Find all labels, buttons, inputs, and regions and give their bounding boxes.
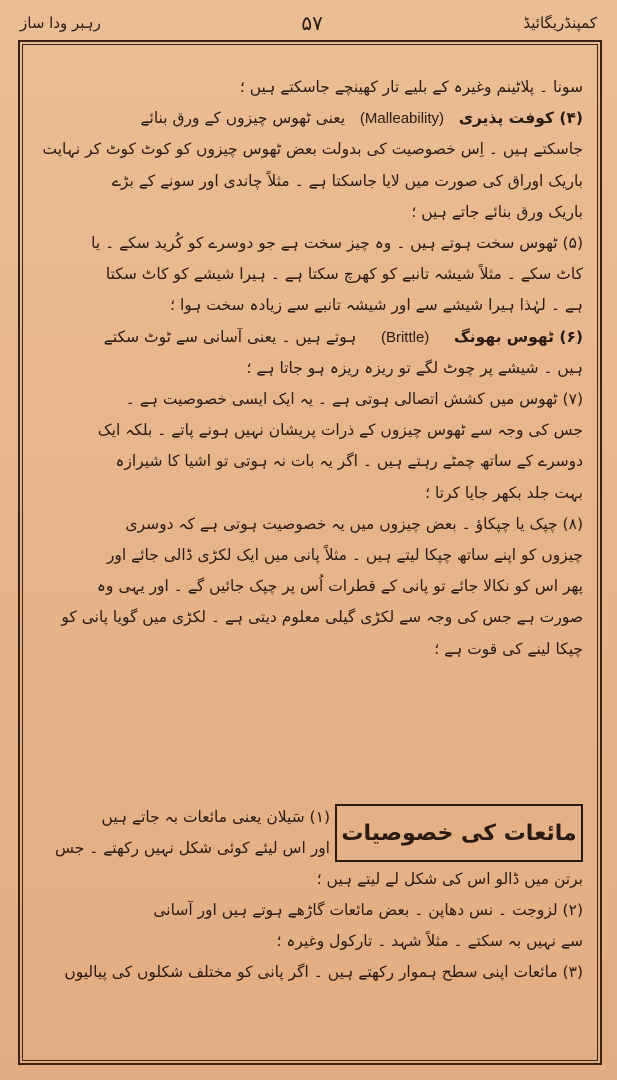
text-line: جاسکتے ہیں ۔ اِس خصوصیت کی بدولت بعض ٹھوس چیزوں کو کوٹ کوٹ کر نہایت xyxy=(42,140,583,159)
text-line: باریک اوراق کی صورت میں لایا جاسکتا ہے ۔ مثلاً چاندی اور سونے کے بڑے xyxy=(111,171,583,190)
numbered-heading: (۶) ٹھوس بھونگ xyxy=(453,327,583,346)
body-text xyxy=(38,72,583,665)
text-line: (۲) لزوجت ۔ نس دھاپن ۔ بعض مائعات گاڑھے ہوتے ہیں اور آسانی xyxy=(153,901,583,919)
english-term: (Malleability) xyxy=(359,110,445,128)
text-line: سے نہیں بہ سکتے ۔ مثلاً شہد ۔ تارکول وغیرہ ؛ xyxy=(276,932,583,950)
text-line: چپکا لینے کی قوت ہے ؛ xyxy=(434,639,583,658)
liquids-section xyxy=(38,802,583,988)
text-line: اور اس لیئے کوئی شکل نہیں رکھتے ۔ جس xyxy=(54,839,330,857)
english-term: (Brittle) xyxy=(380,328,430,346)
text-line xyxy=(38,322,583,353)
text-line xyxy=(38,103,583,134)
text-fragment: ہوتے ہیں ۔ یعنی آسانی سے ٹوٹ سکتے xyxy=(103,327,357,346)
text-line: (۵) ٹھوس سخت ہوتے ہیں ۔ وہ چیز سخت ہے جو دوسرے کو کُرید سکے ۔ یا xyxy=(91,234,583,253)
text-line: صورت ہے جس کی وجہ سے لکڑی گیلی معلوم دیتی ہے ۔ لکڑی میں گویا پانی کو xyxy=(61,608,583,627)
text-line: (۸) چپک یا چپکاؤ ۔ بعض چیزوں میں یہ خصوصیت ہوتی ہے کہ دوسری xyxy=(125,514,583,533)
page-header xyxy=(20,6,597,40)
text-line: ہیں ۔ شیشے پر چوٹ لگے تو ریزہ ریزہ ہو جاتا ہے ؛ xyxy=(246,358,583,377)
text-line: سونا ۔ پلاٹینم وغیرہ کے بلیے تار کھینچے جاسکتے ہیں ؛ xyxy=(239,78,583,96)
text-line: (۱) سَیلان یعنی مائعات بہ جاتے ہیں xyxy=(101,808,330,826)
text-line: (۷) ٹھوس میں کشش اتصالی ہوتی ہے ۔ یہ ایک ایسی خصوصیت ہے ۔ xyxy=(125,390,583,409)
text-fragment: یعنی ٹھوس چیزوں کے ورق بنائے xyxy=(140,109,346,128)
page-number: ۵۷ xyxy=(301,11,323,35)
text-line: بہت جلد بکھر جایا کرتا ؛ xyxy=(425,483,583,502)
text-line: برتن میں ڈالو اس کی شکل لے لیتے ہیں ؛ xyxy=(316,870,583,888)
text-line: باریک ورق بنائے جاتے ہیں ؛ xyxy=(411,202,583,221)
publisher-name: رہبر ودا ساز xyxy=(20,14,101,32)
text-line: جس کی وجہ سے ٹھوس چیزوں کے ذرات پریشان نہیں ہونے پاتے ۔ بلکہ ایک xyxy=(97,421,583,440)
section-title-box xyxy=(335,804,583,862)
text-line: ہے ۔ لہٰذا ہیرا شیشے سے اور شیشہ تانبے سے زیادہ سخت ہوا ؛ xyxy=(170,296,583,315)
section-heading-row xyxy=(38,802,583,864)
text-line: (۳) مائعات اپنی سطح ہموار رکھتے ہیں ۔ اگر پانی کو مختلف شکلوں کی پیالیوں xyxy=(64,963,583,981)
numbered-heading: (۴) کوفت پذیری xyxy=(458,109,583,128)
text-line: چیزوں کو اپنے ساتھ چپکا لیتے ہیں ۔ مثلاً پانی میں ایک لکڑی ڈالی جائے اور xyxy=(106,546,583,565)
text-line: دوسرے کے ساتھ چمٹے رہتے ہیں ۔ اگر یہ بات نہ ہوتی تو اشیا کا شیرازہ xyxy=(115,452,583,471)
box-side-text xyxy=(38,802,330,864)
section-title: مائعات کی خصوصیات xyxy=(341,820,577,846)
text-line: پھر اس کو نکالا جائے تو پانی کے قطرات اُس پر چپک جائیں گے ۔ اور یہی وہ xyxy=(96,577,583,596)
text-line: کاٹ سکے ۔ مثلاً شیشہ تانبے کو کھرچ سکتا ہے ۔ ہیرا شیشے کو کاٹ سکتا xyxy=(105,265,583,284)
running-title: کمپنڈریگائیڈ xyxy=(523,14,597,32)
